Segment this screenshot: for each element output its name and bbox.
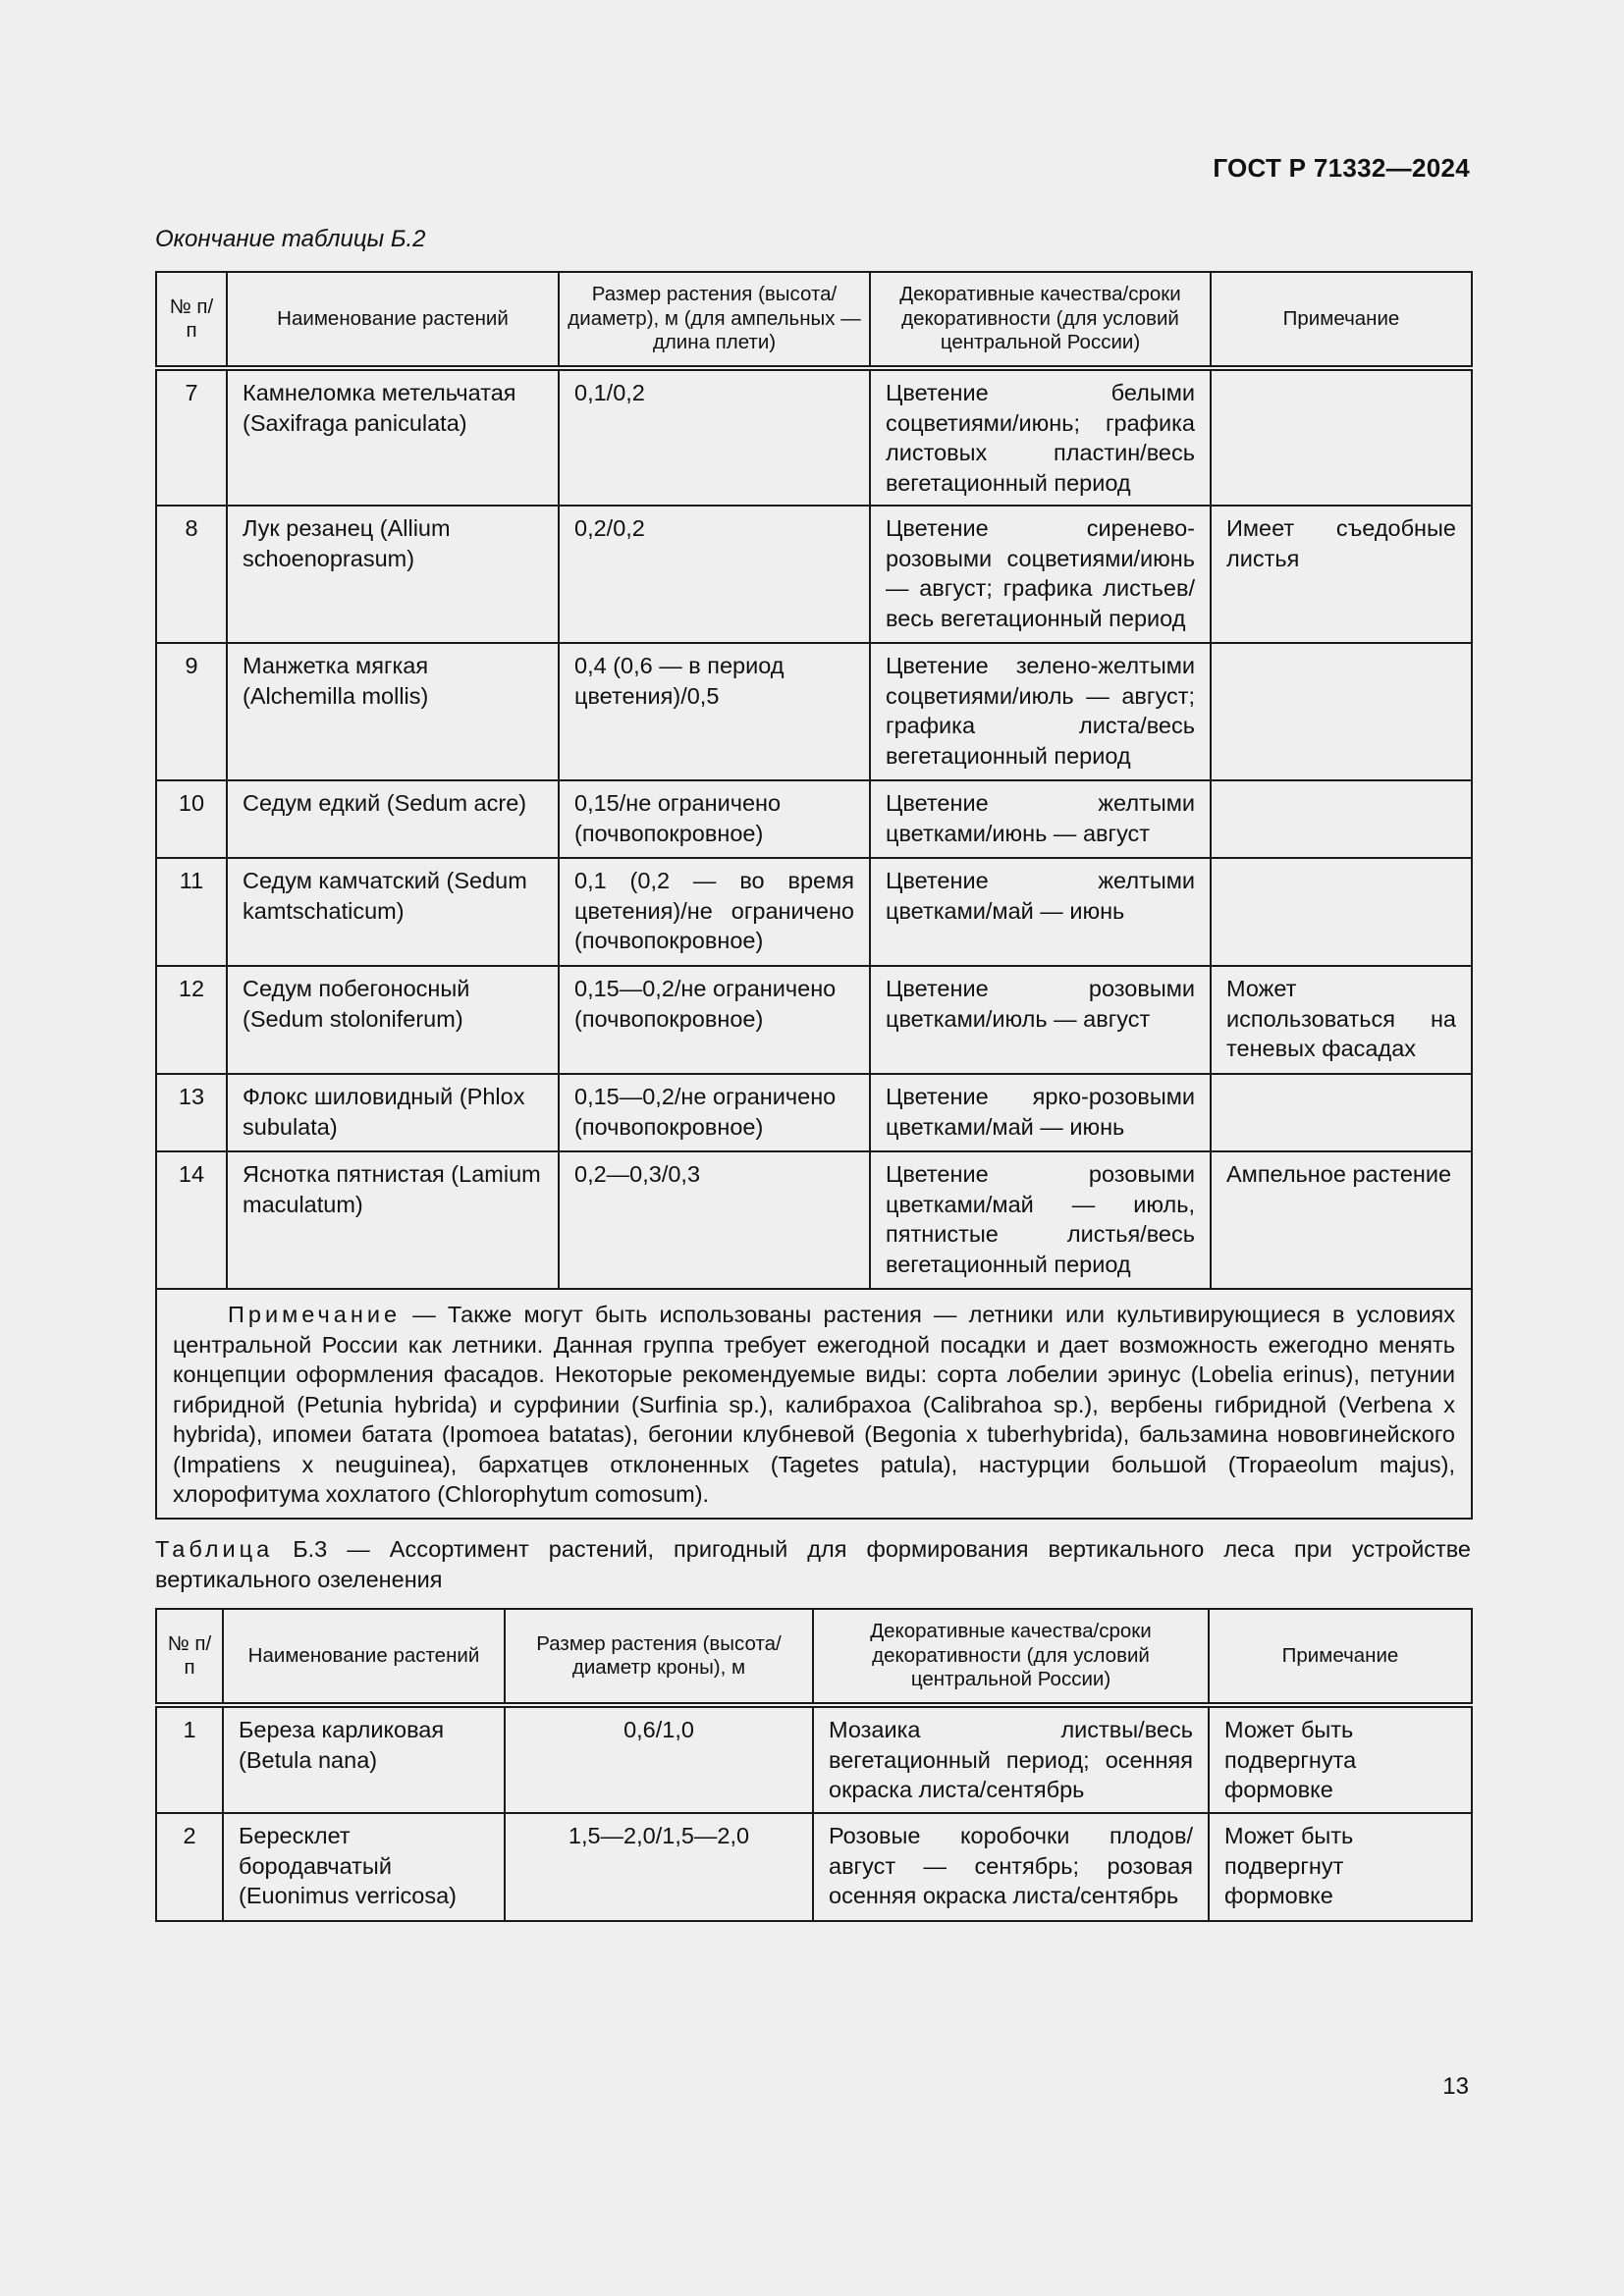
plant-name: Лук резанец (Allium schoenoprasum) — [227, 506, 559, 643]
plant-size: 0,15/не ограничено (почвопокровное) — [559, 780, 870, 858]
caption-text: Б.3 — Ассортимент растений, пригодный для формирования вертикального леса при устройстве вертикального озеленения — [155, 1536, 1471, 1592]
plant-note: Может использоваться на теневых фасадах — [1211, 966, 1472, 1074]
decorative-qualities: Мозаика листвы/весь вегетационный период; осенняя окраска листа/сентябрь — [813, 1705, 1209, 1813]
decorative-qualities: Цветение желтыми цветками/июнь — август — [870, 780, 1211, 858]
plant-name: Бересклет бородавчатый (Euonimus verricosa) — [223, 1813, 505, 1921]
header-number: № п/п — [156, 272, 227, 368]
table-continuation-caption: Окончание таблицы Б.2 — [155, 226, 426, 252]
plant-size: 0,6/1,0 — [505, 1705, 813, 1813]
table-row — [156, 1813, 1472, 1921]
plant-name: Седум едкий (Sedum acre) — [227, 780, 559, 858]
note-label: Примечание — [228, 1302, 402, 1327]
plants-table-b3 — [155, 1608, 1473, 1922]
decorative-qualities: Цветение белыми соцветиями/июнь; графика листовых пластин/весь вегетационный период — [870, 368, 1211, 506]
row-number: 14 — [156, 1151, 227, 1289]
header-plant-name: Наименование растений — [223, 1609, 505, 1705]
header-decorative-qualities: Декоративные качества/сроки декоративности (для условий центральной России) — [813, 1609, 1209, 1705]
row-number: 8 — [156, 506, 227, 643]
decorative-qualities: Цветение розовыми цветками/май — июль, пятнистые листья/весь вегетационный период — [870, 1151, 1211, 1289]
plant-note — [1211, 858, 1472, 966]
decorative-qualities: Цветение розовыми цветками/июль — август — [870, 966, 1211, 1074]
header-note: Примечание — [1209, 1609, 1472, 1705]
table-note — [156, 1289, 1472, 1519]
row-number: 7 — [156, 368, 227, 506]
table-row — [156, 1705, 1472, 1813]
plant-note — [1211, 780, 1472, 858]
table-row — [156, 1074, 1472, 1151]
plant-name: Седум побегоносный (Sedum stoloniferum) — [227, 966, 559, 1074]
table-header-row — [156, 1609, 1472, 1705]
decorative-qualities: Цветение желтыми цветками/май — июнь — [870, 858, 1211, 966]
table-row — [156, 643, 1472, 780]
plant-name: Камнеломка метельчатая (Saxifraga paniculata) — [227, 368, 559, 506]
header-plant-name: Наименование растений — [227, 272, 559, 368]
plant-size: 0,1 (0,2 — во время цветения)/не ограничено (почвопокровное) — [559, 858, 870, 966]
table-b3-caption — [155, 1534, 1471, 1595]
header-number: № п/п — [156, 1609, 223, 1705]
row-number: 12 — [156, 966, 227, 1074]
table-row — [156, 966, 1472, 1074]
plant-size: 0,15—0,2/не ограничено (почвопокровное) — [559, 1074, 870, 1151]
decorative-qualities: Цветение зелено-желтыми соцветиями/июль — август; графика листа/весь вегетационный период — [870, 643, 1211, 780]
plant-name: Седум камчатский (Sedum kamtschaticum) — [227, 858, 559, 966]
plant-name: Яснотка пятнистая (Lamium maculatum) — [227, 1151, 559, 1289]
decorative-qualities: Цветение сиренево-розовыми соцветиями/июнь — август; графика листьев/весь вегетационный период — [870, 506, 1211, 643]
plant-size: 0,2/0,2 — [559, 506, 870, 643]
plant-note: Может быть подвергнута формовке — [1209, 1705, 1472, 1813]
decorative-qualities: Цветение ярко-розовыми цветками/май — июнь — [870, 1074, 1211, 1151]
header-plant-size: Размер растения (высота/диаметр), м (для ампельных — длина плети) — [559, 272, 870, 368]
row-number: 11 — [156, 858, 227, 966]
plant-size: 0,2—0,3/0,3 — [559, 1151, 870, 1289]
header-plant-size: Размер растения (высота/диаметр кроны), м — [505, 1609, 813, 1705]
plant-note: Ампельное растение — [1211, 1151, 1472, 1289]
row-number: 1 — [156, 1705, 223, 1813]
note-text: — Также могут быть использованы растения — летники или культивирующиеся в условиях центральной России как летники. Данная группа требует ежегодной посадки и дает возможность ежегодно менять концепции оформления фасадов. Некоторые рекомендуемые виды: сорта лобелии эринус (Lobelia erinus), петунии гибридной (Petunia hybrida) и сурфинии (Surfinia sp.), калибрахоа (Calibrahoa sp.), вербены гибридной (Verbena x hybrida), ипомеи батата (Ipomoea batatas), бегонии клубневой (Begonia x tuberhybrida), бальзамина нововгинейского (Impatiens x neuguinea), бархатцев отклоненных (Tagetes patula), настурции большой (Tropaeolum majus), хлорофитума хохлатого (Chlorophytum comosum). — [173, 1302, 1455, 1507]
table-row — [156, 780, 1472, 858]
plant-size: 0,1/0,2 — [559, 368, 870, 506]
table-header-row — [156, 272, 1472, 368]
row-number: 2 — [156, 1813, 223, 1921]
plant-size: 0,15—0,2/не ограничено (почвопокровное) — [559, 966, 870, 1074]
plants-table-b2 — [155, 271, 1473, 1520]
decorative-qualities: Розовые коробочки плодов/август — сентябрь; розовая осенняя окраска листа/сентябрь — [813, 1813, 1209, 1921]
row-number: 13 — [156, 1074, 227, 1151]
page-number: 13 — [1442, 2073, 1469, 2100]
plant-note — [1211, 1074, 1472, 1151]
table-row — [156, 368, 1472, 506]
plant-size: 1,5—2,0/1,5—2,0 — [505, 1813, 813, 1921]
plant-name: Береза карликовая (Betula nana) — [223, 1705, 505, 1813]
caption-label: Таблица — [155, 1536, 274, 1562]
table-row — [156, 506, 1472, 643]
table-note-row — [156, 1289, 1472, 1519]
plant-note — [1211, 643, 1472, 780]
table-row — [156, 1151, 1472, 1289]
row-number: 9 — [156, 643, 227, 780]
plant-note — [1211, 368, 1472, 506]
plant-size: 0,4 (0,6 — в период цветения)/0,5 — [559, 643, 870, 780]
header-decorative-qualities: Декоративные качества/сроки декоративности (для условий центральной России) — [870, 272, 1211, 368]
header-note: Примечание — [1211, 272, 1472, 368]
table-row — [156, 858, 1472, 966]
plant-name: Манжетка мягкая (Alchemilla mollis) — [227, 643, 559, 780]
row-number: 10 — [156, 780, 227, 858]
plant-name: Флокс шиловидный (Phlox subulata) — [227, 1074, 559, 1151]
plant-note: Может быть подвергнут формовке — [1209, 1813, 1472, 1921]
plant-note: Имеет съедобные листья — [1211, 506, 1472, 643]
document-code: ГОСТ Р 71332—2024 — [1213, 153, 1470, 183]
